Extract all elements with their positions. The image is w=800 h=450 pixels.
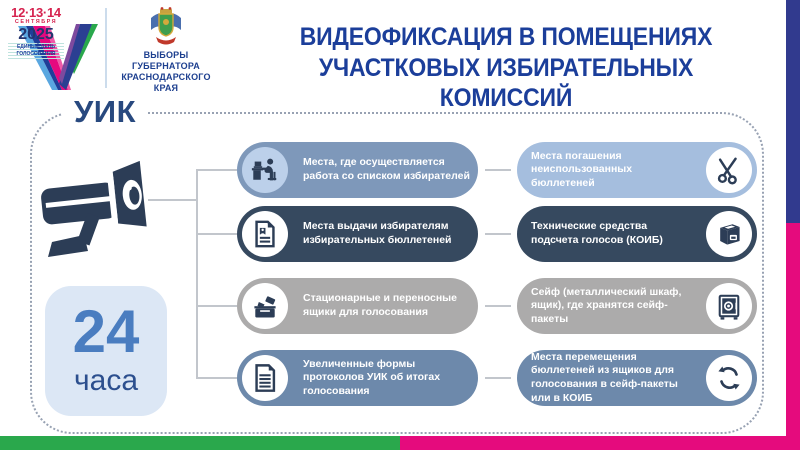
connector-dash: [478, 169, 517, 171]
uik-label: УИК: [62, 94, 148, 130]
ballot-document-icon: [242, 211, 288, 257]
protocol-document-icon: [242, 355, 288, 401]
pill-label: Технические средства подсчета голосов (КОИБ): [531, 220, 663, 246]
date-month: СЕНТЯБРЯ: [14, 19, 58, 25]
person-at-desk-icon: [242, 147, 288, 193]
vertical-connector-line: [196, 169, 198, 379]
scissors-icon: [706, 147, 752, 193]
pill-ballot-boxes: [237, 278, 478, 334]
date-year: 2025: [18, 25, 54, 43]
pill-label: Стационарные и переносные ящики для голосования: [303, 292, 457, 318]
safe-icon: [706, 283, 752, 329]
connector-stub: [196, 233, 237, 235]
ballot-box-icon: [242, 283, 288, 329]
bottom-green-bar: [0, 436, 400, 450]
pill-enlarged-protocol-forms: [237, 350, 478, 406]
row-3: [237, 278, 757, 334]
connector-stub: [196, 377, 237, 379]
right-edge-magenta-strip: [786, 223, 800, 450]
header-divider: [105, 8, 107, 88]
emblem-caption-line: ГУБЕРНАТОРА: [132, 60, 200, 71]
election-date-badge: [8, 6, 64, 59]
pill-ballot-transfer-places: [517, 350, 757, 406]
pill-label: Места выдачи избирателям избирательных бюллетеней: [303, 220, 452, 246]
connector-stub: [196, 169, 237, 171]
pill-ballot-issue-places: [237, 206, 478, 262]
right-edge-navy-strip: [786, 0, 800, 223]
connector-stub: [196, 305, 237, 307]
krasnodar-coat-of-arms-icon: [146, 6, 186, 48]
connector-dash: [478, 305, 517, 307]
koib-machine-icon: [706, 211, 752, 257]
emblem-caption-line: КРАСНОДАРСКОГО: [121, 71, 211, 82]
pill-label: Места перемещения бюллетеней из ящиков для голосования в сейф-пакеты или в КОИБ: [531, 350, 678, 404]
pill-label: Сейф (металлический шкаф, ящик), где хранятся сейф-пакеты: [531, 285, 682, 325]
title-line-2: УЧАСТКОВЫХ ИЗБИРАТЕЛЬНЫХ КОМИССИЙ: [318, 53, 694, 112]
emblem-block: [110, 6, 222, 94]
pill-ballot-cancellation-places: [517, 142, 757, 198]
emblem-caption: [110, 50, 222, 94]
pill-safe-storage: [517, 278, 757, 334]
title-line-1: ВИДЕОФИКСАЦИЯ В ПОМЕЩЕНИЯХ: [299, 23, 713, 51]
row-4: [237, 350, 757, 406]
pill-koib-equipment: [517, 206, 757, 262]
connector-dash: [478, 233, 517, 235]
row-1: [237, 142, 757, 198]
emblem-caption-line: КРАЯ: [153, 82, 179, 93]
bottom-magenta-bar: [400, 436, 786, 450]
row-2: [237, 206, 757, 262]
hours-unit: часа: [74, 364, 138, 397]
pill-label: Места погашения неиспользованных бюллетеней: [531, 149, 633, 189]
date-caption: ЕДИНЫЙ ДЕНЬ ГОЛОСОВАНИЯ: [8, 43, 64, 59]
hours-value: 24: [72, 298, 140, 365]
cctv-camera-icon: [38, 156, 156, 274]
connector-dash: [478, 377, 517, 379]
date-days: 12·13·14: [11, 5, 61, 20]
hours-card: [45, 286, 167, 416]
page-title: [250, 22, 762, 114]
cycle-arrows-icon: [706, 355, 752, 401]
pill-label: Места, где осуществляется работа со списком избирателей: [303, 156, 470, 182]
pill-label: Увеличенные формы протоколов УИК об итогах голосования: [303, 357, 441, 397]
emblem-caption-line: ВЫБОРЫ: [143, 50, 189, 60]
camera-connector-line: [148, 199, 196, 201]
pill-voter-list-places: [237, 142, 478, 198]
